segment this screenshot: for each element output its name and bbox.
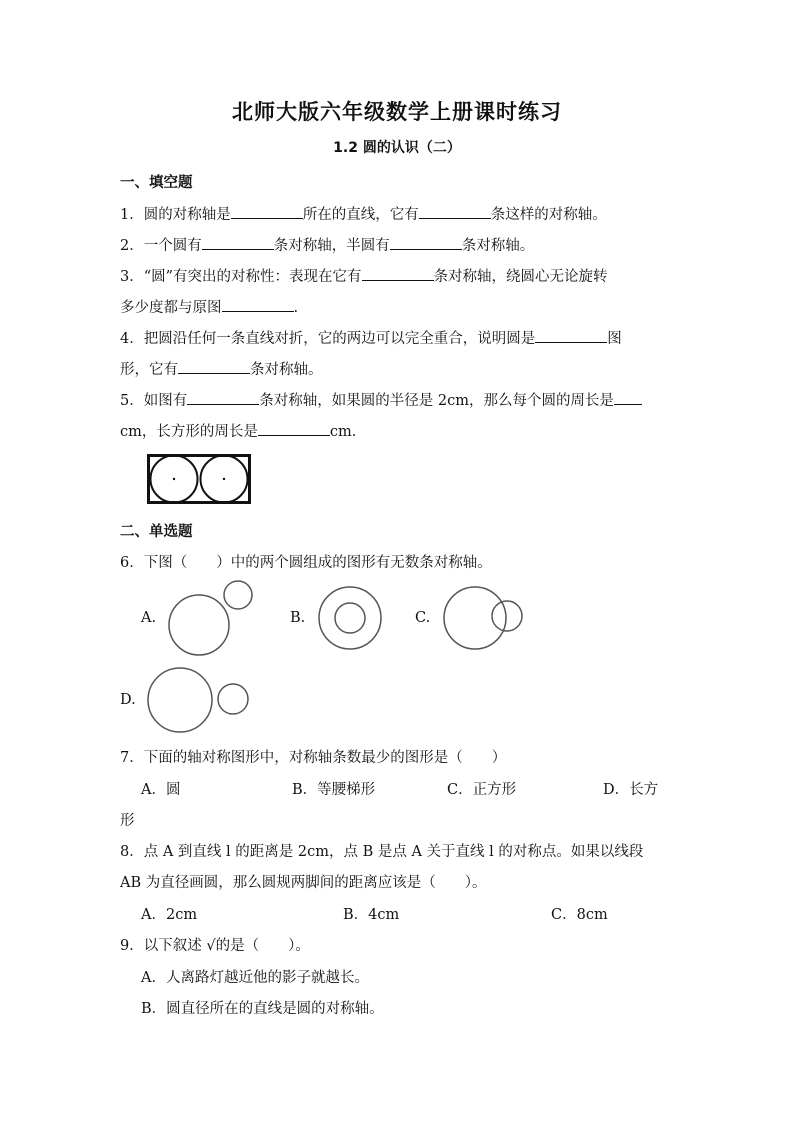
- q2-text-a: 2．一个圆有: [120, 238, 202, 254]
- rectangle-two-circles-figure: [147, 454, 251, 504]
- small-circle: [218, 684, 248, 714]
- answer-blank[interactable]: [178, 359, 250, 374]
- option-b-label[interactable]: B.: [290, 610, 306, 626]
- question-7: 7．下面的轴对称图形中，对称轴条数最少的图形是（ ）: [120, 750, 507, 766]
- answer-blank[interactable]: [202, 235, 274, 250]
- answer-blank[interactable]: [258, 421, 330, 436]
- option-a[interactable]: A．2cm: [141, 907, 198, 923]
- section-fill-blank: 一、填空题: [120, 175, 193, 191]
- option-c-figure[interactable]: [443, 585, 525, 651]
- q1-text-c: 条这样的对称轴。: [490, 207, 607, 223]
- answer-blank[interactable]: [419, 204, 491, 219]
- q5-text-b: 条对称轴，如果圆的半径是 2cm，那么每个圆的周长是: [259, 393, 614, 409]
- q3-text-b: 条对称轴，绕圆心无论旋转: [433, 269, 608, 285]
- option-a[interactable]: A．人离路灯越近他的影子就越长。: [141, 970, 369, 986]
- outer-circle: [319, 587, 381, 649]
- option-d[interactable]: D．长方: [603, 782, 659, 798]
- q5-text-c: cm，长方形的周长是: [120, 424, 258, 440]
- q2-text-c: 条对称轴。: [461, 238, 535, 254]
- option-b[interactable]: B．圆直径所在的直线是圆的对称轴。: [141, 1001, 384, 1017]
- large-circle: [169, 595, 229, 655]
- option-c-label[interactable]: C.: [415, 610, 431, 626]
- answer-blank[interactable]: [222, 297, 294, 312]
- option-a[interactable]: A．圆: [141, 782, 181, 798]
- question-5-line-1: [120, 389, 642, 410]
- q4-text-b: 图: [607, 331, 622, 347]
- question-9: 9．以下叙述 √的是（ ）。: [120, 938, 310, 954]
- q5-text-d: cm.: [329, 424, 357, 440]
- large-circle: [148, 668, 212, 732]
- rectangle-shape: [149, 456, 250, 503]
- option-a-label[interactable]: A.: [141, 610, 157, 626]
- q4-text-c: 形，它有: [120, 362, 178, 378]
- option-d-figure[interactable]: [147, 666, 251, 734]
- center-dot: [223, 478, 225, 480]
- option-c[interactable]: C．正方形: [447, 782, 517, 798]
- q1-text-b: 所在的直线，它有: [302, 207, 419, 223]
- option-d-label[interactable]: D.: [120, 692, 136, 708]
- option-b-figure[interactable]: [317, 585, 383, 651]
- question-6: 6．下图（ ）中的两个圆组成的图形有无数条对称轴。: [120, 555, 492, 571]
- question-8-line-2: AB 为直径画圆，那么圆规两脚间的距离应该是（ ）。: [120, 875, 487, 891]
- question-3-line-2: [120, 296, 298, 317]
- q3-text-d: .: [293, 300, 299, 316]
- q4-text-d: 条对称轴。: [250, 362, 323, 378]
- section-single-choice: 二、单选题: [120, 524, 193, 540]
- answer-blank[interactable]: [535, 328, 607, 343]
- small-circle: [224, 581, 252, 609]
- answer-blank[interactable]: [231, 204, 303, 219]
- question-4-line-1: [120, 327, 622, 348]
- q1-text-a: 1．圆的对称轴是: [120, 207, 231, 223]
- q3-text-a: 3．“圆”有突出的对称性：表现在它有: [120, 269, 362, 285]
- small-circle: [492, 601, 522, 631]
- answer-blank[interactable]: [187, 390, 259, 405]
- answer-blank[interactable]: [614, 390, 642, 405]
- page-subtitle: 1.2 圆的认识（二）: [333, 140, 461, 156]
- question-8-line-1: 8．点 A 到直线 l 的距离是 2cm，点 B 是点 A 关于直线 l 的对称点。如果以线段: [120, 844, 644, 860]
- q5-text-a: 5．如图有: [120, 393, 188, 409]
- q4-text-a: 4．把圆沿任何一条直线对折，它的两边可以完全重合，说明圆是: [120, 331, 536, 347]
- center-dot: [173, 478, 175, 480]
- option-b[interactable]: B．等腰梯形: [292, 782, 376, 798]
- answer-blank[interactable]: [390, 235, 462, 250]
- option-b[interactable]: B．4cm: [343, 907, 400, 923]
- answer-blank[interactable]: [362, 266, 434, 281]
- option-a-figure[interactable]: [168, 580, 258, 660]
- page-title: 北师大版六年级数学上册课时练习: [232, 100, 562, 124]
- q3-text-c: 多少度都与原图: [120, 300, 222, 316]
- question-2: [120, 234, 534, 255]
- question-1: [120, 203, 607, 224]
- question-5-line-2: [120, 420, 356, 441]
- large-circle: [444, 587, 506, 649]
- question-3-line-1: [120, 265, 608, 286]
- inner-circle: [335, 603, 365, 633]
- option-d-continued: 形: [120, 813, 135, 829]
- q2-text-b: 条对称轴，半圆有: [273, 238, 390, 254]
- option-c[interactable]: C．8cm: [551, 907, 608, 923]
- question-4-line-2: [120, 358, 323, 379]
